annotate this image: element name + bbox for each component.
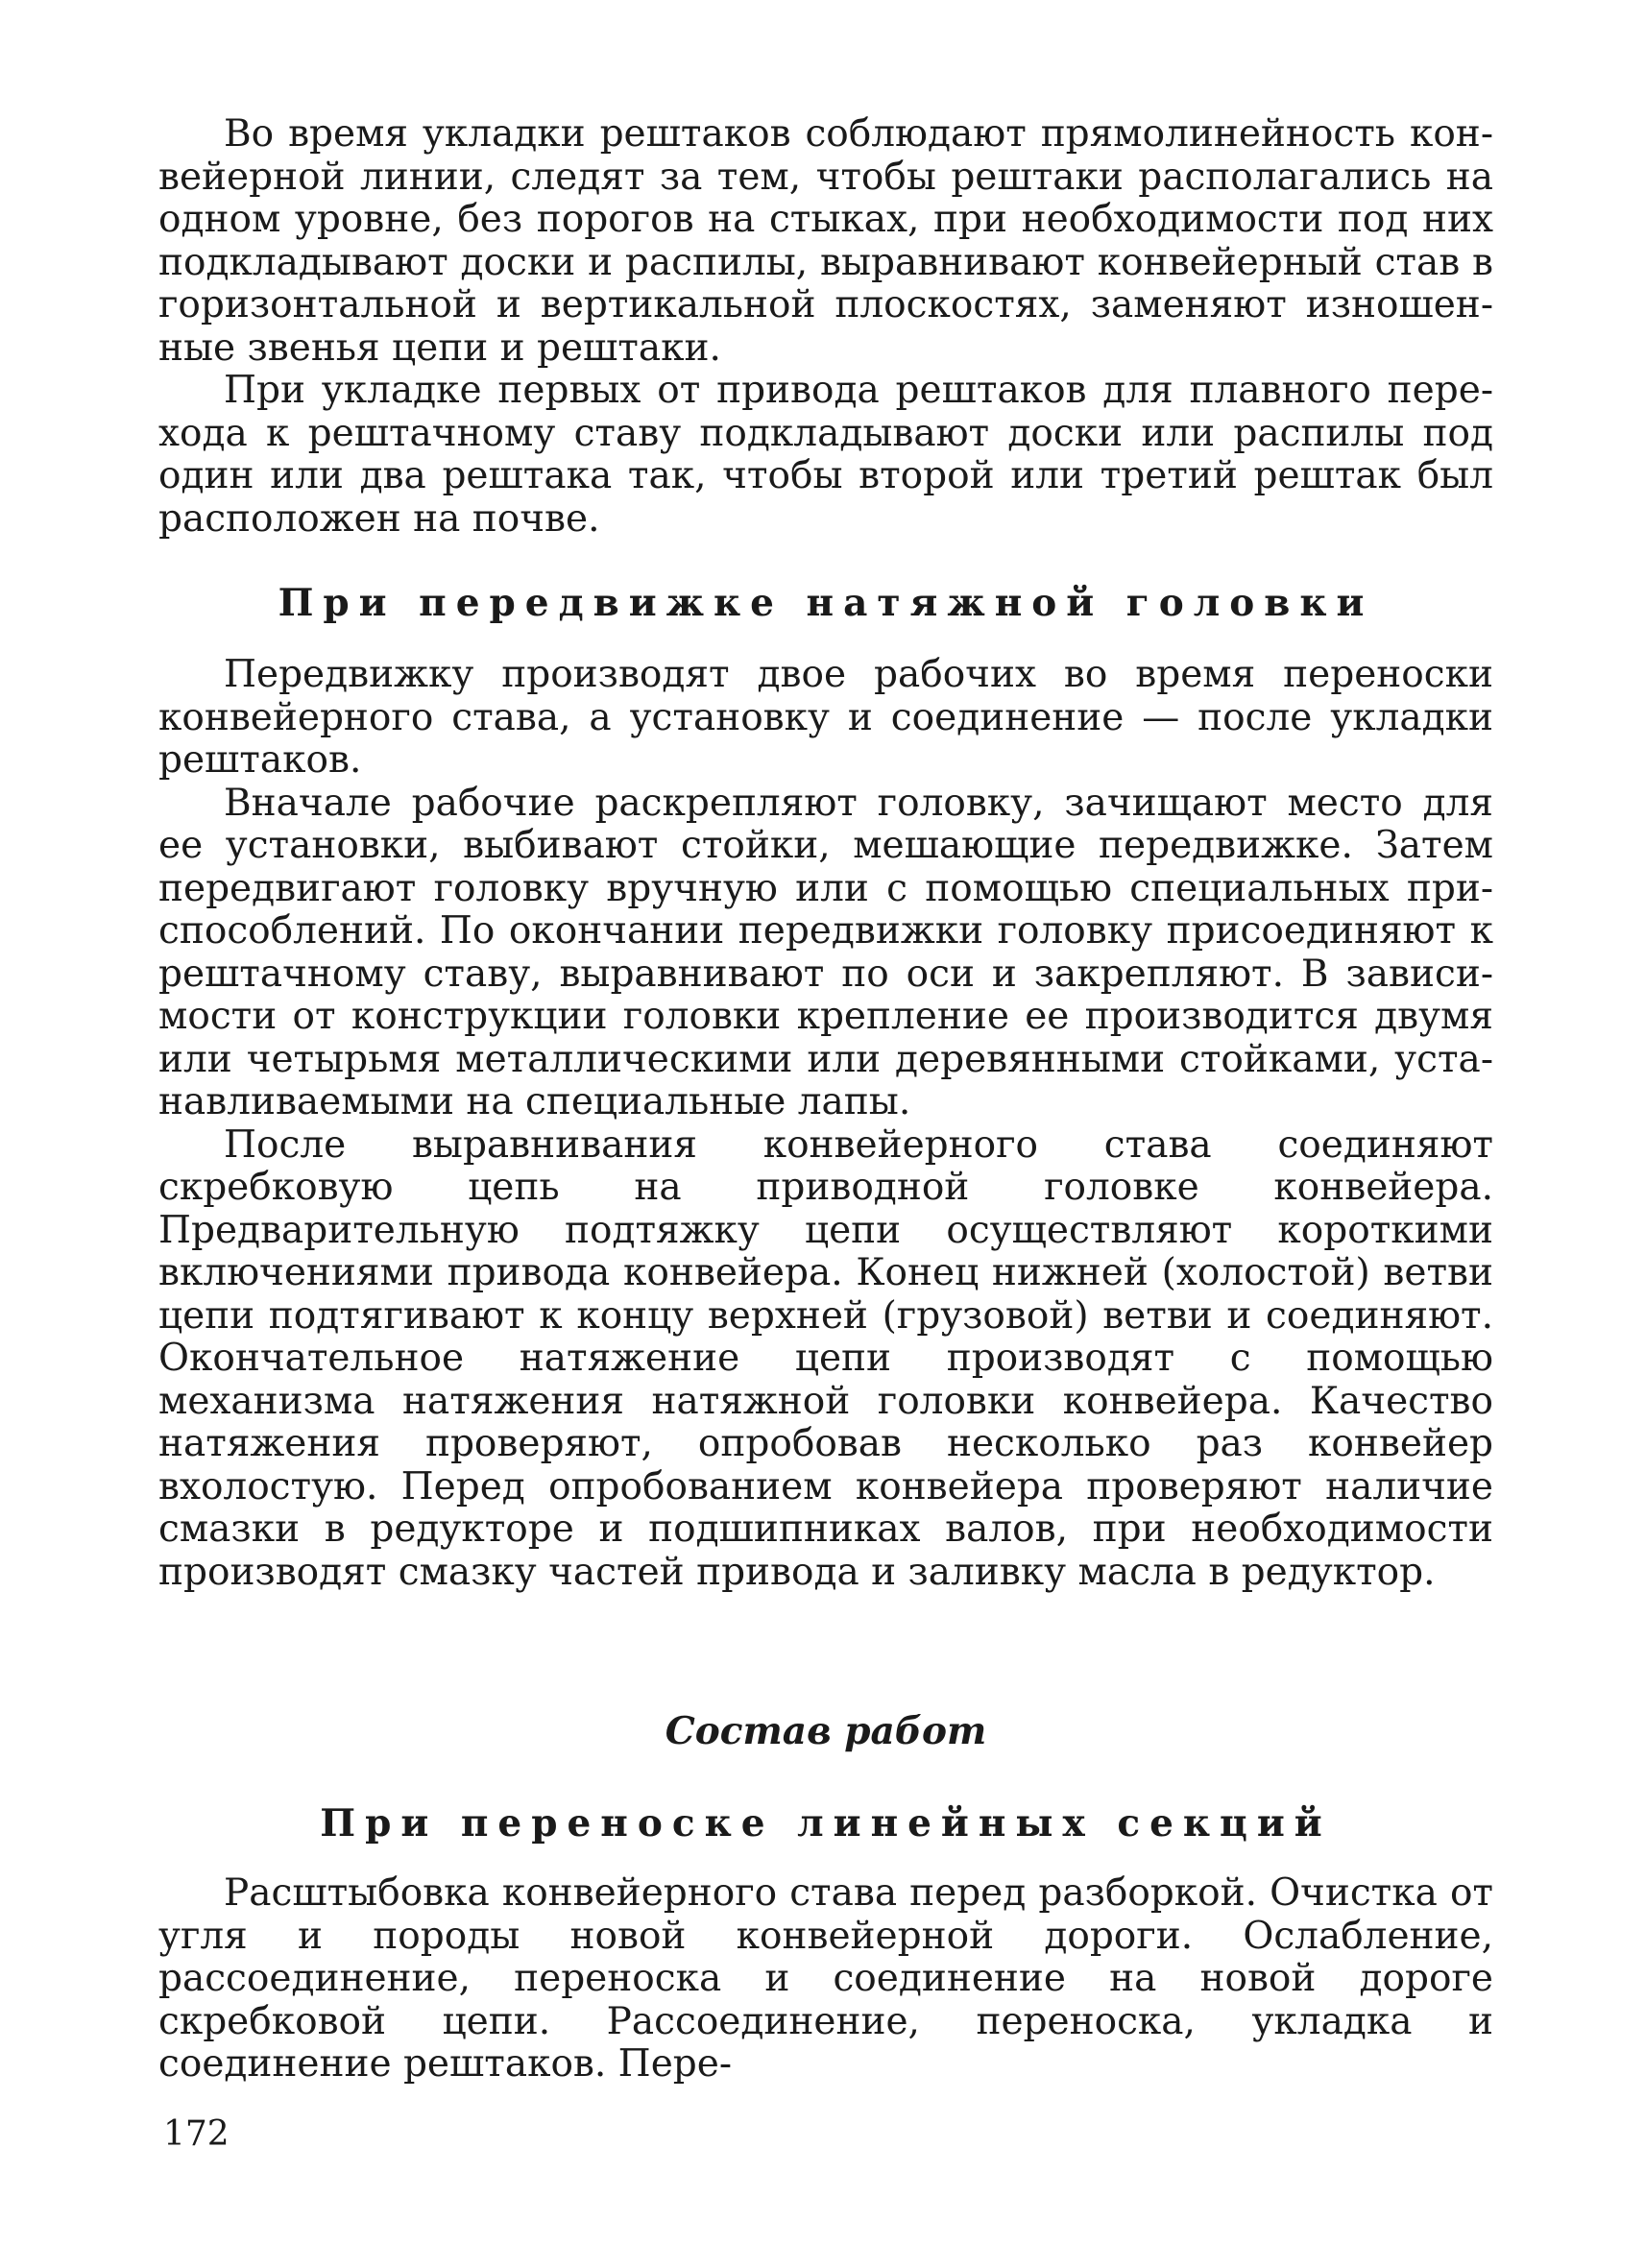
heading-linear-sections: При переноске линейных секций bbox=[320, 1801, 1332, 1846]
page-body bbox=[158, 113, 1493, 2226]
paragraph-first-troughs: При укладке первых от привода рештаков для плавного перехода к рештачному ставу подкладывают доски или распилы под один или два рештака так, чтобы второй или третий рештак был расположен на почве. bbox=[158, 369, 1493, 541]
paragraph-chain-tension: После выравнивания конвейерного става соединяют скребковую цепь на приводной головке конвейера. Предварительную подтяжку цепи осуществляют короткими включениями привода конвейера. Конец нижней (холостой) ветви цепи подтягивают к концу верхней (грузовой) ветви и соединяют. Окончательное натяжение цепи производят с помощью механизма натяжения натяжной головки конвейера. Качество натяжения проверяют, опробовав несколько раз конвейер вхолостую. Перед опробованием конвейера проверяют наличие смазки в редукторе и подшипниках валов, при необходимости производят смазку частей привода и заливку масла в редуктор. bbox=[158, 1122, 1493, 1594]
paragraph-laying-alignment: Во время укладки рештаков соблюдают прямолинейность конвейерной линии, следят за тем, чтобы рештаки располагались на одном уровне, без порогов на стыках, при необходимости под них подкладывают доски и распилы, выравнивают конвейерный став в горизонтальной и вертикальной плоскостях, заменяют изношенные звенья цепи и рештаки. bbox=[158, 112, 1493, 370]
paragraph-move-procedure: Вначале рабочие раскрепляют головку, зачищают место для ее установки, выбивают стойки, мешающие передвижке. Затем передвигают головку вручную или с помощью специальных приспособлений. По окончании передвижки головку присоединяют к рештачному ставу, выравнивают по оси и закрепляют. В зависимости от конструкции головки крепление ее производится двумя или четырьмя металлическими или деревянными стойками, устанавливаемыми на специальные лапы. bbox=[158, 781, 1493, 1123]
heading-work-composition: Состав работ bbox=[665, 1709, 987, 1753]
paragraph-work-list: Расштыбовка конвейерного става перед разборкой. Очистка от угля и породы новой конвейерной дороги. Ослабление, рассоединение, переноска и соединение на новой дороге скребковой цепи. Рассоединение, переноска, укладка и соединение рештаков. Пере- bbox=[158, 1871, 1493, 2086]
paragraph-move-workers: Передвижку производят двое рабочих во время переноски конвейерного става, а установку и соединение — после укладки рештаков. bbox=[158, 653, 1493, 782]
heading-tension-head-move: При передвижке натяжной головки bbox=[278, 581, 1374, 625]
page-number: 172 bbox=[163, 2114, 230, 2154]
